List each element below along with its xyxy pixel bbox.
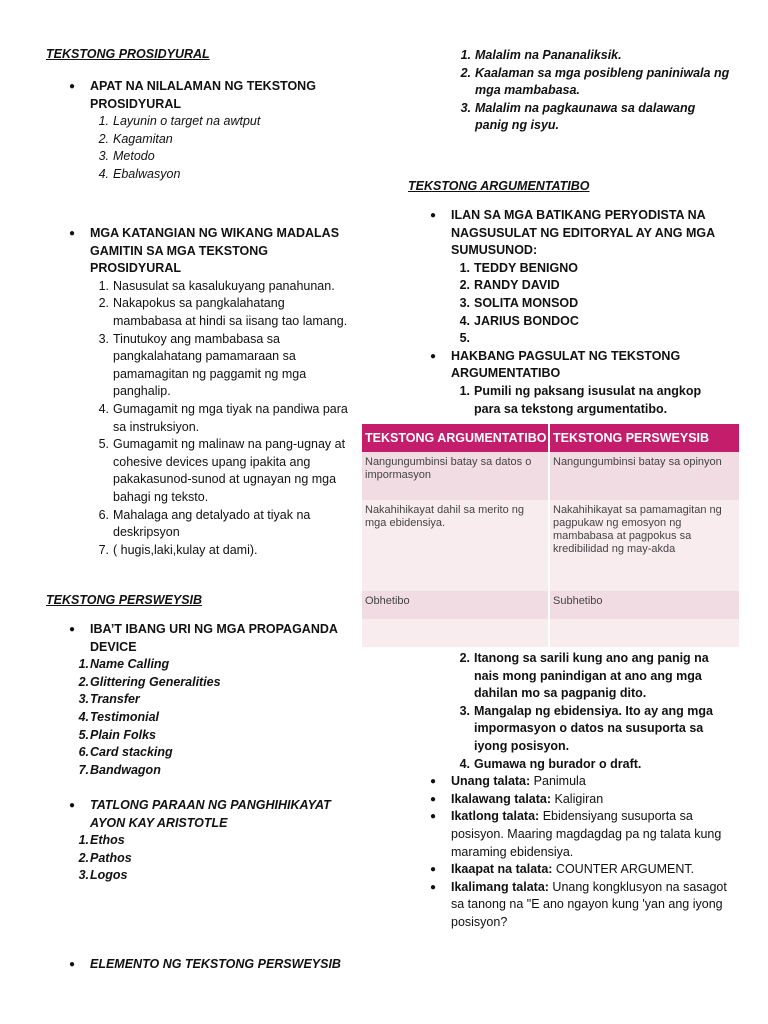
paraan-title: TATLONG PARAAN NG PANGHIHIKAYAT AYON KAY ARISTOTLE xyxy=(90,798,331,830)
peryodista-list xyxy=(451,260,726,348)
table-row xyxy=(362,452,739,500)
list-item: 3. Metodo xyxy=(98,149,155,164)
list-item: 2. Kaalaman sa mga posibleng paniniwala ng mga mambabasa. xyxy=(460,65,730,98)
list-item: 2. Kagamitan xyxy=(98,131,173,146)
bullet-item xyxy=(430,207,726,260)
katangian-section xyxy=(69,225,354,559)
bullet-icon: ● xyxy=(430,864,437,876)
list-item: 2. Pathos xyxy=(78,850,132,865)
list-item: 2. RANDY DAVID xyxy=(459,278,560,293)
katangian-title: MGA KATANGIAN NG WIKANG MADALAS GAMITIN SA MGA TEKSTONG PROSIDYURAL xyxy=(90,226,340,276)
list-item: 1. Ethos xyxy=(78,833,125,848)
bullet-item xyxy=(430,348,726,383)
bullet-icon: ● xyxy=(69,228,76,239)
list-item: 4. Testimonial xyxy=(78,709,159,724)
talata-item: ● Ikalawang talata: Kaligiran xyxy=(451,791,736,809)
list-item: 6. Mahalaga ang detalyado at tiyak na deskripsyon xyxy=(98,507,311,540)
list-item: 4. Ebalwasyon xyxy=(98,166,181,181)
list-item: 7. ( hugis,laki,kulay at dami). xyxy=(98,542,258,557)
list-item: 4. JARIUS BONDOC xyxy=(459,313,579,328)
table-cell: Subhetibo xyxy=(553,595,603,607)
bullet-icon: ● xyxy=(430,793,437,805)
propaganda-section xyxy=(69,621,340,779)
talata-item: ● Ikaapat na talata: COUNTER ARGUMENT. xyxy=(451,861,736,879)
list-item: 5. Plain Folks xyxy=(78,727,156,742)
nilalaman-title: APAT NA NILALAMAN NG TEKSTONG PROSIDYURAL xyxy=(90,79,316,111)
talata-item: ● Unang talata: Panimula xyxy=(451,773,736,791)
table-header-cell: TEKSTONG PERSWEYSIB xyxy=(553,431,710,445)
list-item: 1. Pumili ng paksang isusulat na angkop para sa tekstong argumentatibo. xyxy=(459,383,702,416)
hakbang-rest-section xyxy=(430,650,736,932)
propaganda-list xyxy=(78,656,340,779)
table-row xyxy=(362,619,739,647)
table-cell: Nakahihikayat dahil sa merito ng mga ebidensiya. xyxy=(362,500,550,591)
list-item: 3. Tinutukoy ang mambabasa sa pangkalahatang pamamaraan sa pamamagitan ng paggamit ng mga panghalip. xyxy=(98,331,307,399)
bullet-icon: ● xyxy=(69,959,76,970)
table-cell xyxy=(550,619,739,647)
propaganda-title: IBA’T IBANG URI NG MGA PROPAGANDA DEVICE xyxy=(90,622,338,654)
nilalaman-section xyxy=(69,78,330,184)
bullet-item xyxy=(69,78,330,113)
bullet-item xyxy=(69,956,350,974)
paraan-section xyxy=(69,797,340,885)
hakbang-list-rest xyxy=(451,650,736,773)
bullet-item xyxy=(69,621,340,656)
list-item: 5. xyxy=(459,331,470,346)
top-list-section xyxy=(460,47,730,135)
comparison-table xyxy=(362,424,739,647)
nilalaman-list xyxy=(90,113,330,183)
table-header-cell: TEKSTONG ARGUMENTATIBO xyxy=(362,424,550,452)
list-item: 3. Logos xyxy=(78,868,128,883)
bullet-icon: ● xyxy=(69,81,76,92)
bullet-icon: ● xyxy=(69,624,76,635)
list-item: 2. Itanong sa sarili kung ano ang panig na nais mong panindigan at ano ang mga dahilan mo sa pagpanig dito. xyxy=(459,651,709,701)
list-item: 3. Transfer xyxy=(78,692,140,707)
table-cell: Obhetibo xyxy=(362,591,550,619)
list-item: 4. Gumagamit ng mga tiyak na pandiwa para sa instruksiyon. xyxy=(98,401,348,434)
list-item: 1. Nasusulat sa kasalukuyang panahunan. xyxy=(98,278,335,293)
katangian-list xyxy=(90,278,354,560)
list-item: 1. Malalim na Pananaliksik. xyxy=(460,48,622,62)
bullet-item xyxy=(69,797,340,832)
bullet-icon: ● xyxy=(430,811,437,823)
list-item: 1. TEDDY BENIGNO xyxy=(459,260,578,275)
table-row xyxy=(362,500,739,591)
hakbang-title: HAKBANG PAGSULAT NG TEKSTONG ARGUMENTATIBO xyxy=(451,348,681,381)
heading-prosidyural: TEKSTONG PROSIDYURAL xyxy=(46,47,210,61)
list-item: 3. Malalim na pagkaunawa sa dalawang panig ng isyu. xyxy=(460,100,696,133)
heading-argumentatibo: TEKSTONG ARGUMENTATIBO xyxy=(408,179,590,193)
table-cell: Nakahihikayat sa pamamagitan ng pagpukaw ng emosyon ng mambabasa at pagpokus sa kredibilidad ng may-akda xyxy=(553,504,722,555)
table-cell: Nangungumbinsi batay sa datos o impormasyon xyxy=(362,452,550,500)
paraan-list xyxy=(78,832,340,885)
bullet-item xyxy=(69,225,354,278)
list-item: 1. Name Calling xyxy=(78,657,170,672)
list-item: 7. Bandwagon xyxy=(78,762,161,777)
table-header xyxy=(362,424,739,452)
peryodista-title: ILAN SA MGA BATIKANG PERYODISTA NA NAGSUSULAT NG EDITORYAL AY ANG MGA SUMUSUNOD: xyxy=(451,208,715,258)
elemento-section xyxy=(69,956,350,974)
list-item: 3. SOLITA MONSOD xyxy=(459,295,579,310)
list-item: 2. Nakapokus sa pangkalahatang mambabasa at hindi sa iisang tao lamang. xyxy=(98,296,348,328)
bullet-icon: ● xyxy=(430,350,437,362)
bullet-icon: ● xyxy=(430,776,437,788)
top-list xyxy=(460,47,730,135)
hakbang-list-first xyxy=(451,383,726,418)
bullet-icon: ● xyxy=(430,881,437,893)
table-row xyxy=(362,591,739,619)
table-cell: Nangungumbinsi batay sa opinyon xyxy=(553,456,722,468)
list-item: 5. Gumagamit ng malinaw na pang-ugnay at cohesive devices upang ipakita ang pakakasunod-sunod at ugnayan ng mga bahagi ng teksto. xyxy=(98,437,346,504)
bullet-icon: ● xyxy=(430,210,437,221)
talata-item: ● Ikatlong talata: Ebidensiyang susuporta sa posisyon. Maaring magdagdag pa ng talata kung maraming ebidensiya. xyxy=(430,809,722,859)
heading-persweysib: TEKSTONG PERSWEYSIB xyxy=(46,593,203,607)
list-item: 1. Layunin o target na awtput xyxy=(98,114,261,129)
table-cell xyxy=(362,619,550,647)
list-item: 3. Mangalap ng ebidensiya. Ito ay ang mga impormasyon o datos na susuporta sa iyong posisyon. xyxy=(459,703,713,753)
peryodista-section xyxy=(430,207,726,418)
elemento-title: ELEMENTO NG TEKSTONG PERSWEYSIB xyxy=(90,957,341,971)
list-item: 4. Gumawa ng burador o draft. xyxy=(459,756,642,771)
bullet-icon: ● xyxy=(69,800,76,811)
list-item: 2. Glittering Generalities xyxy=(78,674,221,689)
list-item: 6. Card stacking xyxy=(78,745,173,760)
talata-item: ● Ikalimang talata: Unang kongklusyon na sasagot sa tanong na "E ano ngayon kung 'yan ang iyong posisyon? xyxy=(430,879,727,929)
